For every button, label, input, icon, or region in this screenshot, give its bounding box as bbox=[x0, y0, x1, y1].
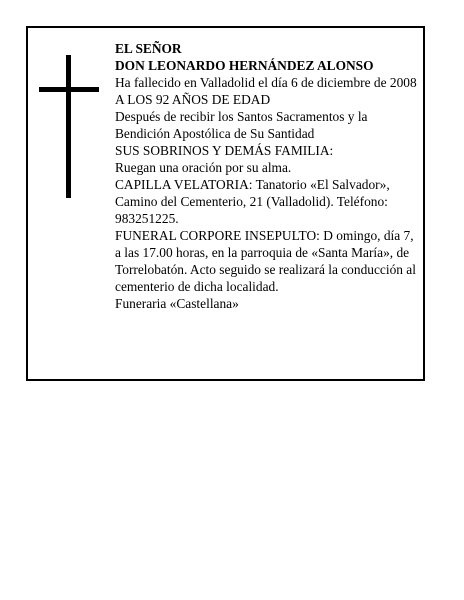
family-paragraph: SUS SOBRINOS Y DEMÁS FAMILIA: bbox=[115, 143, 334, 158]
funeral-home-paragraph: Funeraria «Castellana» bbox=[115, 296, 239, 311]
sacraments-paragraph: Después de recibir los Santos Sacramentos y la Bendición Apostólica de Su Santidad bbox=[115, 109, 368, 141]
notice-title: EL SEÑOR bbox=[115, 41, 182, 56]
age-paragraph: A LOS 92 AÑOS DE EDAD bbox=[115, 92, 271, 107]
cross-icon bbox=[39, 55, 99, 198]
deceased-name: DON LEONARDO HERNÁNDEZ ALONSO bbox=[115, 58, 374, 73]
obituary-notice bbox=[26, 26, 425, 381]
chapel-paragraph: CAPILLA VELATORIA: Tanatorio «El Salvador», Camino del Cementerio, 21 (Valladolid). Teléfono: 983251225. bbox=[115, 177, 390, 226]
death-date-paragraph: Ha fallecido en Valladolid el día 6 de diciembre de 2008 bbox=[115, 75, 417, 90]
prayer-paragraph: Ruegan una oración por su alma. bbox=[115, 160, 292, 175]
funeral-paragraph: FUNERAL CORPORE INSEPULTO: D omingo, día 7, a las 17.00 horas, en la parroquia de «Santa María», de Torrelobatón. Acto seguido se realizará la conducción al cementerio de dicha localidad. bbox=[115, 228, 416, 294]
cross-horizontal-bar bbox=[39, 87, 99, 92]
cross-vertical-bar bbox=[66, 55, 71, 198]
notice-text bbox=[115, 40, 421, 312]
